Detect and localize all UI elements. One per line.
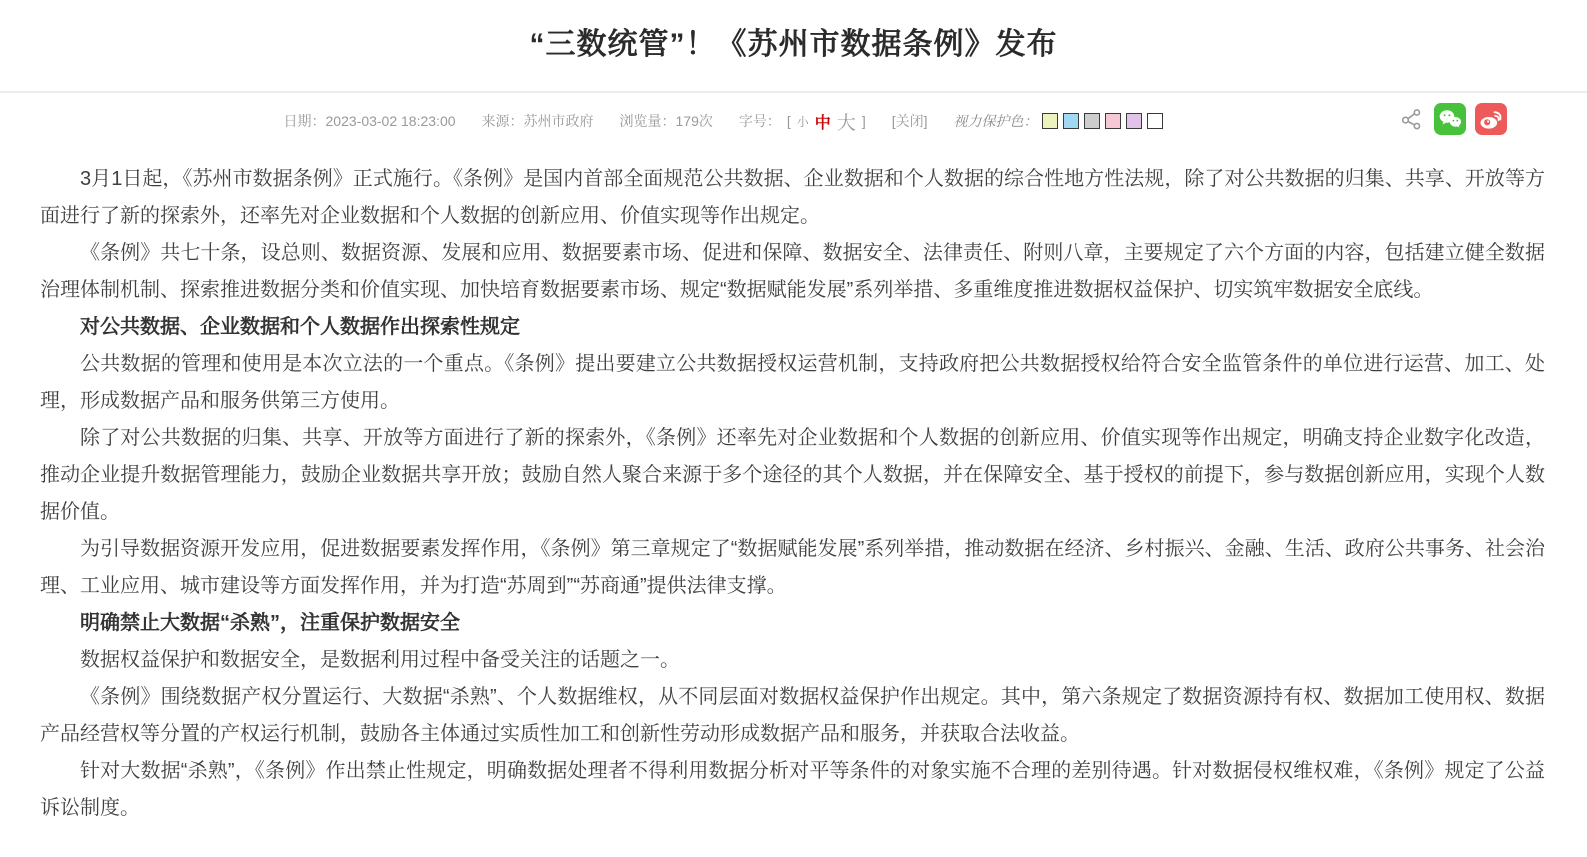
share-buttons [1399,103,1507,135]
eye-protection-swatch-gray[interactable] [1084,113,1100,129]
page-title: “三数统管”！《苏州市数据条例》发布 [529,28,1058,61]
eye-protection-swatch-pink[interactable] [1105,113,1121,129]
source [482,111,594,131]
view-count [620,111,713,131]
font-size-small-button[interactable]: 小 [796,114,809,129]
close-button[interactable]: [关闭] [891,113,928,129]
source-value: 苏州市政府 [523,113,594,129]
font-size-selector [739,108,866,135]
font-size-medium-button[interactable]: 中 [814,114,831,132]
section-heading: 对公共数据、企业数据和个人数据作出探索性规定 [80,316,520,338]
paragraph: 《条例》共七十条，设总则、数据资源、发展和应用、数据要素市场、促进和保障、数据安全、法律责任、附则八章，主要规定了六个方面的内容，包括建立健全数据治理体制机制、探索推进数据分类和价值实现、加快培育数据要素市场、规定“数据赋能发展”系列举措、多重维度推进数据权益保护、切实筑牢数据安全底线。 [40,242,1545,301]
wechat-share-icon[interactable] [1434,103,1466,135]
paragraph: 《条例》围绕数据产权分置运行、大数据“杀熟”、个人数据维权，从不同层面对数据权益保护作出规定。其中，第六条规定了数据资源持有权、数据加工使用权、数据产品经营权等分置的产权运行机制，鼓励各主体通过实质性加工和创新性劳动形成数据产品和服务，并获取合法收益。 [40,686,1545,745]
font-size-label: 字号： [738,113,781,129]
share-icon[interactable] [1399,106,1425,132]
paragraph: 公共数据的管理和使用是本次立法的一个重点。《条例》提出要建立公共数据授权运营机制，支持政府把公共数据授权给符合安全监管条件的单位进行运营、加工、处理，形成数据产品和服务供第三方使用。 [40,353,1545,412]
eye-protection-swatch-yellow[interactable] [1042,113,1058,129]
views-value: 179次 [675,113,713,129]
eye-protection-color-picker [953,111,1163,131]
font-size-large-button[interactable]: 大 [836,112,856,134]
views-label: 浏览量： [619,113,676,129]
font-size-open-bracket: [ [786,113,791,129]
date-label: 日期： [283,113,326,129]
eye-protection-swatch-purple[interactable] [1126,113,1142,129]
eye-protection-swatch-white[interactable] [1147,113,1163,129]
eye-protection-swatch-blue[interactable] [1063,113,1079,129]
article-body [0,149,1587,827]
publish-date [284,111,456,131]
date-value: 2023-03-02 18:23:00 [325,113,456,129]
font-size-close-bracket: ] [861,113,866,129]
paragraph: 针对大数据“杀熟”，《条例》作出禁止性规定，明确数据处理者不得利用数据分析对平等条件的对象实施不合理的差别待遇。针对数据侵权维权难，《条例》规定了公益诉讼制度。 [40,760,1545,819]
section-heading: 明确禁止大数据“杀熟”，注重保护数据安全 [80,612,460,634]
eye-protection-label: 视力保护色： [953,113,1038,129]
article-header [0,0,1587,93]
article-meta-bar [0,93,1587,149]
paragraph: 除了对公共数据的归集、共享、开放等方面进行了新的探索外，《条例》还率先对企业数据和个人数据的创新应用、价值实现等作出规定，明确支持企业数字化改造，推动企业提升数据管理能力，鼓励企业数据共享开放；鼓励自然人聚合来源于多个途径的其个人数据，并在保障安全、基于授权的前提下，参与数据创新应用，实现个人数据价值。 [40,427,1545,523]
paragraph: 为引导数据资源开发应用，促进数据要素发挥作用，《条例》第三章规定了“数据赋能发展”系列举措，推动数据在经济、乡村振兴、金融、生活、政府公共事务、社会治理、工业应用、城市建设等方面发挥作用，并为打造“苏周到”“苏商通”提供法律支撑。 [40,538,1545,597]
source-label: 来源： [481,113,524,129]
paragraph: 数据权益保护和数据安全，是数据利用过程中备受关注的话题之一。 [80,649,680,671]
weibo-share-icon[interactable] [1475,103,1507,135]
paragraph: 3月1日起，《苏州市数据条例》正式施行。《条例》是国内首部全面规范公共数据、企业数据和个人数据的综合性地方性法规，除了对公共数据的归集、共享、开放等方面进行了新的探索外，还率先对企业数据和个人数据的创新应用、价值实现等作出规定。 [40,168,1545,227]
